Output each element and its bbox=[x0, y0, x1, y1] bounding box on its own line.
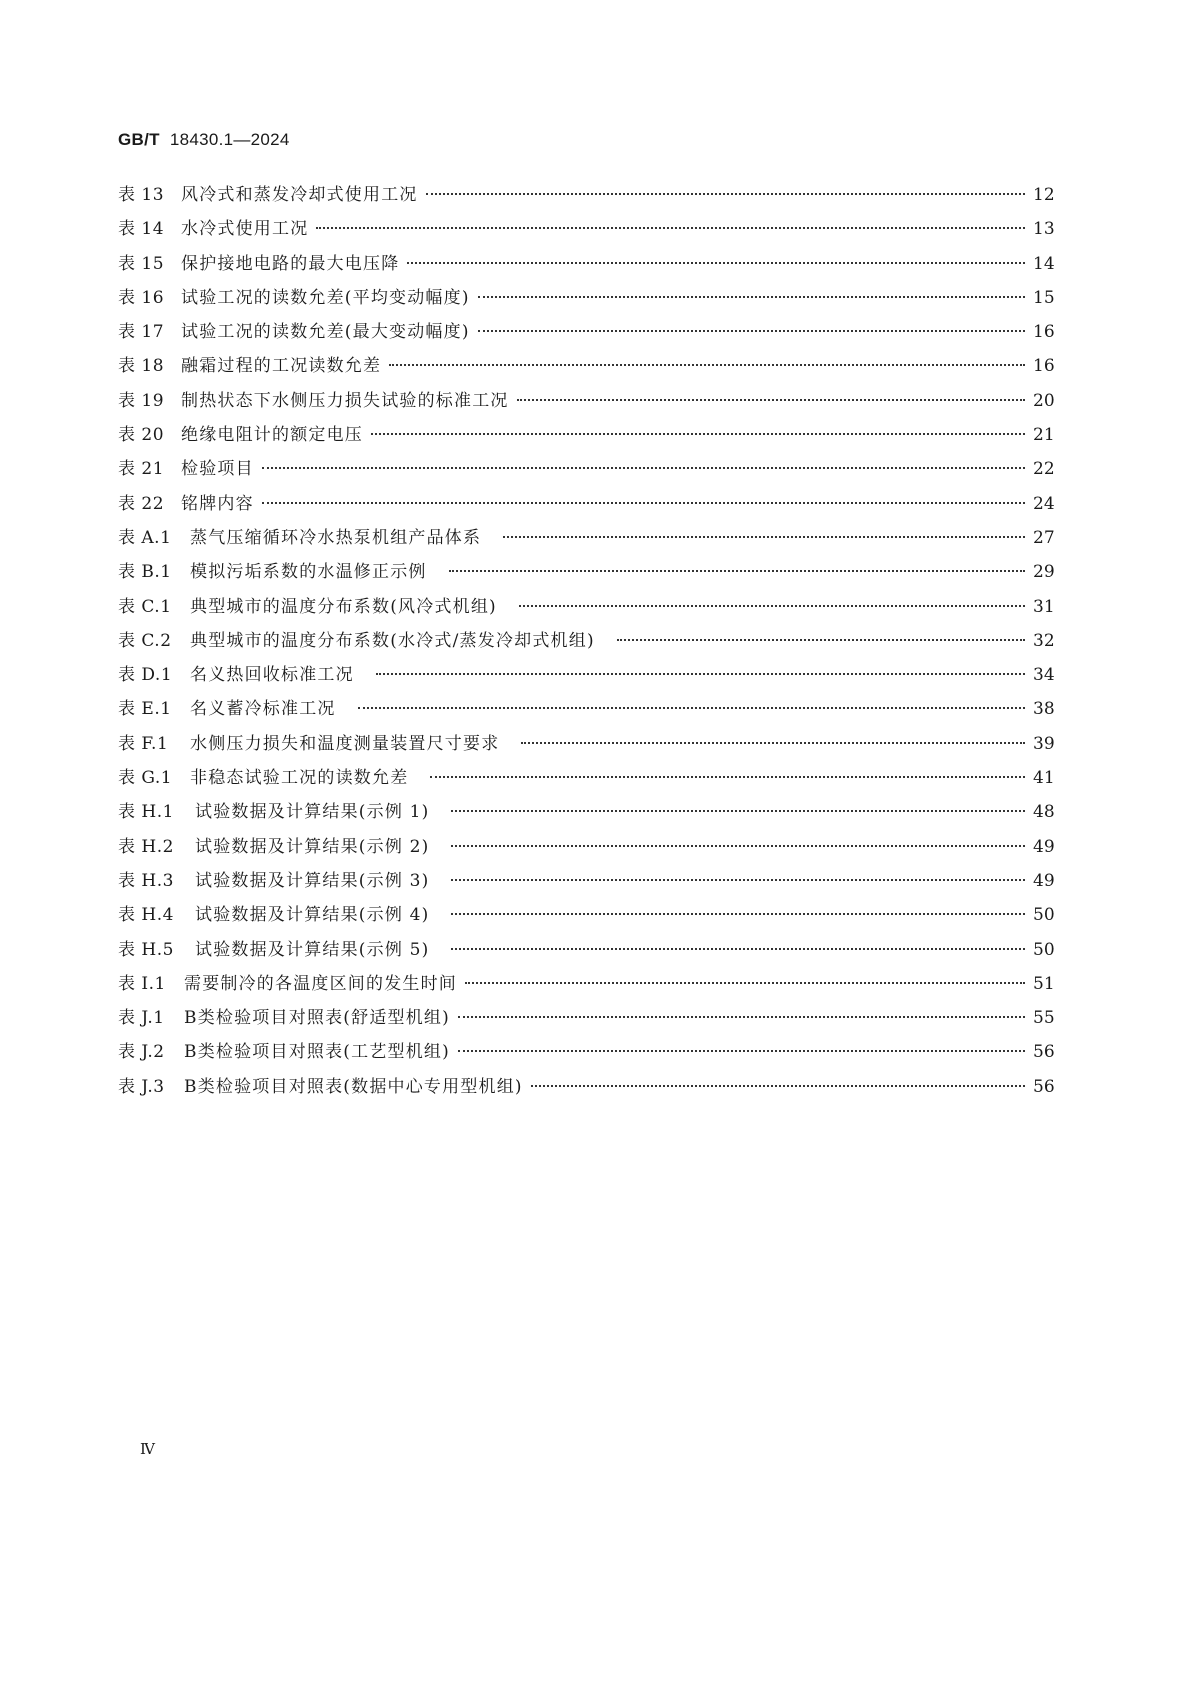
toc-entry-page: 15 bbox=[1033, 287, 1055, 308]
dot-leader bbox=[376, 673, 1025, 675]
dot-leader bbox=[451, 845, 1025, 847]
toc-entry-id: 表 I.1 bbox=[118, 973, 166, 994]
toc-entry-title: 水侧压力损失和温度测量装置尺寸要求 bbox=[190, 733, 500, 754]
toc-entry-id: 表 J.3 bbox=[118, 1076, 165, 1097]
toc-entry-title: B类检验项目对照表(数据中心专用型机组) bbox=[184, 1076, 523, 1097]
toc-entry-title: 试验工况的读数允差(最大变动幅度) bbox=[181, 322, 470, 343]
toc-entry-title: 名义热回收标准工况 bbox=[190, 665, 354, 686]
dot-leader bbox=[371, 433, 1025, 435]
toc-entry-page: 38 bbox=[1033, 699, 1055, 720]
toc-entry-id: 表 18 bbox=[118, 356, 165, 377]
toc-entry[interactable] bbox=[118, 660, 1053, 694]
toc-entry-title: 试验数据及计算结果(示例 1) bbox=[195, 802, 430, 823]
toc-entry-page: 49 bbox=[1033, 836, 1055, 857]
page-header bbox=[118, 130, 290, 150]
dot-leader bbox=[389, 364, 1025, 366]
toc-entry-title: 试验数据及计算结果(示例 4) bbox=[195, 905, 430, 926]
toc-entry-page: 12 bbox=[1033, 185, 1055, 205]
toc-entry[interactable] bbox=[118, 454, 1053, 488]
dot-leader bbox=[478, 296, 1025, 298]
toc-entry-page: 48 bbox=[1033, 802, 1055, 823]
toc-entry-page: 22 bbox=[1033, 459, 1055, 480]
table-of-contents-list bbox=[118, 180, 1053, 1106]
toc-entry-id: 表 19 bbox=[118, 390, 165, 411]
toc-entry-id: 表 G.1 bbox=[118, 768, 173, 789]
toc-entry-id: 表 13 bbox=[118, 185, 165, 205]
toc-entry-page: 21 bbox=[1033, 425, 1055, 446]
toc-entry-id: 表 J.2 bbox=[118, 1042, 165, 1063]
toc-entry[interactable] bbox=[118, 180, 1053, 214]
toc-entry-id: 表 H.3 bbox=[118, 870, 174, 891]
toc-entry-page: 29 bbox=[1033, 562, 1055, 583]
toc-entry-page: 51 bbox=[1033, 973, 1055, 994]
toc-entry-page: 41 bbox=[1033, 768, 1055, 789]
toc-entry-id: 表 H.1 bbox=[118, 802, 174, 823]
toc-entry-page: 14 bbox=[1033, 253, 1055, 274]
dot-leader bbox=[451, 810, 1025, 812]
dot-leader bbox=[262, 502, 1025, 504]
toc-entry-title: 绝缘电阻计的额定电压 bbox=[181, 425, 363, 446]
toc-entry-title: 检验项目 bbox=[181, 459, 254, 480]
toc-entry-title: 模拟污垢系数的水温修正示例 bbox=[190, 562, 427, 583]
toc-entry-id: 表 17 bbox=[118, 322, 165, 343]
toc-entry[interactable] bbox=[118, 1003, 1053, 1037]
toc-entry-id: 表 15 bbox=[118, 253, 165, 274]
toc-entry-title: 非稳态试验工况的读数允差 bbox=[190, 768, 409, 789]
standard-prefix: GB/T bbox=[118, 130, 160, 149]
toc-entry-page: 56 bbox=[1033, 1042, 1055, 1063]
toc-entry-page: 16 bbox=[1033, 356, 1055, 377]
toc-entry-page: 13 bbox=[1033, 219, 1055, 240]
dot-leader bbox=[430, 776, 1025, 778]
toc-entry-page: 50 bbox=[1033, 939, 1055, 960]
toc-entry-id: 表 D.1 bbox=[118, 665, 173, 686]
toc-entry-id: 表 22 bbox=[118, 493, 165, 514]
toc-entry[interactable] bbox=[118, 351, 1053, 385]
toc-entry-title: 水冷式使用工况 bbox=[181, 219, 309, 240]
toc-entry-page: 39 bbox=[1033, 733, 1055, 754]
toc-entry-id: 表 A.1 bbox=[118, 527, 172, 548]
toc-entry-id: 表 H.4 bbox=[118, 905, 174, 926]
toc-entry-title: 典型城市的温度分布系数(水冷式/蒸发冷却式机组) bbox=[190, 630, 595, 651]
dot-leader bbox=[449, 570, 1025, 572]
dot-leader bbox=[451, 948, 1025, 950]
toc-entry[interactable] bbox=[118, 214, 1053, 248]
toc-entry[interactable] bbox=[118, 729, 1053, 763]
toc-entry-page: 32 bbox=[1033, 630, 1055, 651]
page-number: Ⅳ bbox=[140, 1440, 155, 1458]
toc-entry-page: 24 bbox=[1033, 493, 1055, 514]
dot-leader bbox=[519, 605, 1025, 607]
toc-entry-id: 表 C.2 bbox=[118, 630, 172, 651]
dot-leader bbox=[531, 1085, 1025, 1087]
toc-entry-title: 保护接地电路的最大电压降 bbox=[181, 253, 400, 274]
toc-entry[interactable] bbox=[118, 1037, 1053, 1071]
toc-entry[interactable] bbox=[118, 386, 1053, 420]
toc-entry-page: 50 bbox=[1033, 905, 1055, 926]
dot-leader bbox=[465, 982, 1025, 984]
toc-entry-id: 表 H.5 bbox=[118, 939, 174, 960]
toc-entry-title: 试验数据及计算结果(示例 3) bbox=[195, 870, 430, 891]
toc-entry-title: 名义蓄冷标准工况 bbox=[190, 699, 336, 720]
toc-entry[interactable] bbox=[118, 763, 1053, 797]
toc-entry-title: 制热状态下水侧压力损失试验的标准工况 bbox=[181, 390, 509, 411]
toc-entry-title: 铭牌内容 bbox=[181, 493, 254, 514]
toc-entry-title: 需要制冷的各温度区间的发生时间 bbox=[184, 973, 457, 994]
toc-entry-id: 表 C.1 bbox=[118, 596, 172, 617]
toc-entry-id: 表 B.1 bbox=[118, 562, 172, 583]
toc-entry-title: 试验工况的读数允差(平均变动幅度) bbox=[181, 287, 470, 308]
toc-entry[interactable] bbox=[118, 832, 1053, 866]
toc-entry[interactable] bbox=[118, 969, 1053, 1003]
standard-number: 18430.1—2024 bbox=[169, 130, 290, 149]
dot-leader bbox=[517, 399, 1025, 401]
toc-entry[interactable] bbox=[118, 283, 1053, 317]
toc-entry[interactable] bbox=[118, 592, 1053, 626]
toc-entry-page: 27 bbox=[1033, 527, 1055, 548]
toc-entry[interactable] bbox=[118, 523, 1053, 557]
toc-entry[interactable] bbox=[118, 420, 1053, 454]
toc-entry-title: 蒸气压缩循环冷水热泵机组产品体系 bbox=[190, 527, 482, 548]
dot-leader bbox=[503, 536, 1025, 538]
toc-entry-title: B类检验项目对照表(舒适型机组) bbox=[184, 1008, 450, 1029]
toc-entry-page: 20 bbox=[1033, 390, 1055, 411]
toc-entry-id: 表 J.1 bbox=[118, 1008, 165, 1029]
dot-leader bbox=[458, 1050, 1025, 1052]
dot-leader bbox=[358, 707, 1025, 709]
dot-leader bbox=[617, 639, 1025, 641]
dot-leader bbox=[407, 262, 1025, 264]
toc-entry[interactable] bbox=[118, 900, 1053, 934]
toc-entry-page: 56 bbox=[1033, 1076, 1055, 1097]
dot-leader bbox=[521, 742, 1025, 744]
toc-entry-id: 表 20 bbox=[118, 425, 165, 446]
toc-entry[interactable] bbox=[118, 866, 1053, 900]
toc-entry-id: 表 E.1 bbox=[118, 699, 172, 720]
dot-leader bbox=[426, 193, 1025, 195]
dot-leader bbox=[262, 467, 1025, 469]
toc-entry[interactable] bbox=[118, 557, 1053, 591]
toc-entry[interactable] bbox=[118, 317, 1053, 351]
toc-entry-title: 试验数据及计算结果(示例 5) bbox=[195, 939, 430, 960]
dot-leader bbox=[478, 330, 1025, 332]
toc-entry-id: 表 21 bbox=[118, 459, 165, 480]
toc-entry[interactable] bbox=[118, 249, 1053, 283]
toc-entry-title: 试验数据及计算结果(示例 2) bbox=[195, 836, 430, 857]
toc-entry-id: 表 16 bbox=[118, 287, 165, 308]
toc-entry-title: 融霜过程的工况读数允差 bbox=[181, 356, 382, 377]
toc-entry-page: 31 bbox=[1033, 596, 1055, 617]
toc-entry[interactable] bbox=[118, 626, 1053, 660]
toc-entry[interactable] bbox=[118, 489, 1053, 523]
toc-entry[interactable] bbox=[118, 935, 1053, 969]
toc-entry-id: 表 14 bbox=[118, 219, 165, 240]
toc-entry-id: 表 F.1 bbox=[118, 733, 169, 754]
toc-entry-title: B类检验项目对照表(工艺型机组) bbox=[184, 1042, 450, 1063]
dot-leader bbox=[451, 879, 1025, 881]
toc-entry-title: 风冷式和蒸发冷却式使用工况 bbox=[181, 185, 418, 205]
toc-entry[interactable] bbox=[118, 797, 1053, 831]
dot-leader bbox=[451, 913, 1025, 915]
dot-leader bbox=[458, 1016, 1025, 1018]
toc-entry-page: 49 bbox=[1033, 870, 1055, 891]
toc-entry-page: 16 bbox=[1033, 322, 1055, 343]
toc-entry-title: 典型城市的温度分布系数(风冷式机组) bbox=[190, 596, 497, 617]
toc-entry[interactable] bbox=[118, 1072, 1053, 1106]
toc-entry-id: 表 H.2 bbox=[118, 836, 174, 857]
toc-entry-page: 55 bbox=[1033, 1008, 1055, 1029]
toc-entry-page: 34 bbox=[1033, 665, 1055, 686]
dot-leader bbox=[316, 227, 1025, 229]
toc-entry[interactable] bbox=[118, 694, 1053, 728]
